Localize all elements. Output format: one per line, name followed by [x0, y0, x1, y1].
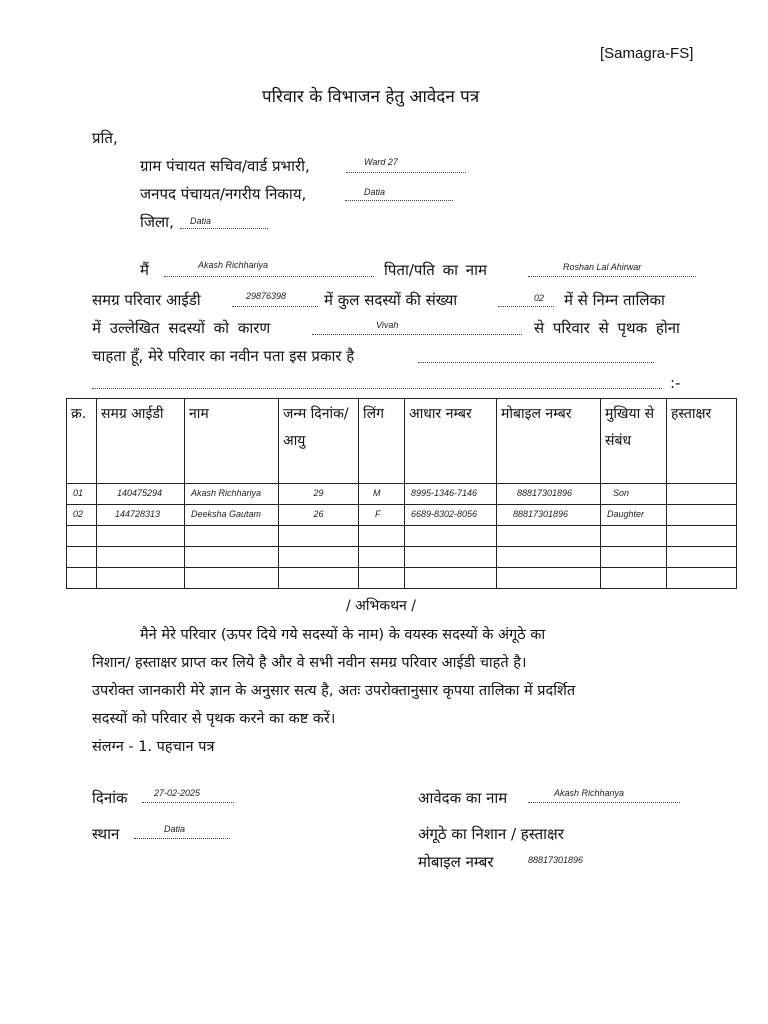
- declaration-heading: / अभिकथन /: [346, 598, 416, 614]
- cell-gender: F: [359, 505, 405, 526]
- cell-empty: [67, 526, 97, 547]
- reason-label: में उल्लेखित सदस्यों को कारण: [92, 319, 271, 337]
- members-blank: [498, 306, 554, 307]
- cell-empty: [67, 568, 97, 589]
- header-name: नाम: [185, 399, 279, 484]
- district-label: जिला,: [140, 213, 174, 231]
- cell-samagra-id: 140475294: [97, 484, 185, 505]
- cell-signature: [667, 484, 737, 505]
- district-value: Datia: [190, 216, 212, 226]
- reason-value: Vivah: [376, 320, 399, 330]
- father-value: Roshan Lal Ahirwar: [563, 262, 642, 272]
- declaration-line4: सदस्यों को परिवार से पृथक करने का कष्ट करें।: [92, 711, 336, 727]
- cell-sno: 02: [67, 505, 97, 526]
- new-address-blank1: [418, 362, 654, 363]
- cell-empty: [359, 568, 405, 589]
- declaration-line3: उपरोक्त जानकारी मेरे ज्ञान के अनुसार सत्य है, अतः उपरोक्तानुसार कृपया तालिका में प्रदर्शित: [92, 683, 576, 699]
- cell-empty: [497, 547, 601, 568]
- cell-empty: [97, 568, 185, 589]
- prati-label: प्रति,: [92, 129, 118, 147]
- cell-empty: [185, 526, 279, 547]
- cell-empty: [405, 547, 497, 568]
- table-header-row: [67, 399, 737, 484]
- applicant-name-label: आवेदक का नाम: [418, 789, 508, 807]
- janpad-value: Datia: [364, 187, 386, 197]
- cell-gender: M: [359, 484, 405, 505]
- table-row: [67, 568, 737, 589]
- colon-dash: :-: [670, 374, 681, 392]
- cell-empty: [359, 547, 405, 568]
- header-relation: मुखिया से संबंध: [601, 399, 667, 484]
- cell-empty: [97, 547, 185, 568]
- ward-blank: [346, 172, 466, 173]
- cell-empty: [497, 526, 601, 547]
- place-label: स्थान: [92, 825, 120, 843]
- place-value: Datia: [164, 824, 186, 834]
- cell-empty: [667, 568, 737, 589]
- signature-label: अंगूठे का निशान / हस्ताक्षर: [418, 825, 564, 843]
- samagra-blank: [232, 306, 318, 307]
- line3-end: से परिवार से पृथक होना: [534, 319, 680, 337]
- cell-aadhaar: 8995-1346-7146: [405, 484, 497, 505]
- header-signature: हस्ताक्षर: [667, 399, 737, 484]
- samagra-label: समग्र परिवार आईडी: [92, 291, 201, 309]
- cell-age: 26: [279, 505, 359, 526]
- declaration-line2: निशान/ हस्ताक्षर प्राप्त कर लिये है और वे सभी नवीन समग्र परिवार आईडी चाहते है।: [92, 655, 527, 671]
- cell-relation: Daughter: [601, 505, 667, 526]
- cell-name: Deeksha Gautam: [185, 505, 279, 526]
- applicant-name-value: Akash Richhariya: [554, 788, 625, 798]
- header-gender: लिंग: [359, 399, 405, 484]
- mobile-value: 88817301896: [528, 855, 584, 865]
- table-row: [67, 484, 737, 505]
- cell-empty: [185, 568, 279, 589]
- cell-empty: [279, 526, 359, 547]
- cell-empty: [67, 547, 97, 568]
- cell-empty: [601, 526, 667, 547]
- members-label: में कुल सदस्यों की संख्या: [324, 291, 458, 309]
- table-row: [67, 505, 737, 526]
- members-value: 02: [534, 293, 545, 303]
- main-word: मैं: [140, 261, 149, 279]
- applicant-value: Akash Richhariya: [198, 260, 269, 270]
- cell-mobile: 88817301896: [497, 484, 601, 505]
- cell-empty: [185, 547, 279, 568]
- cell-aadhaar: 6689-8302-8056: [405, 505, 497, 526]
- attachment-note: संलग्न - 1. पहचान पत्र: [92, 739, 215, 755]
- line2-end: में से निम्न तालिका: [564, 291, 665, 309]
- cell-empty: [359, 526, 405, 547]
- cell-empty: [405, 568, 497, 589]
- cell-sno: 01: [67, 484, 97, 505]
- cell-samagra-id: 144728313: [97, 505, 185, 526]
- form-title: परिवार के विभाजन हेतु आवेदन पत्र: [262, 87, 480, 107]
- district-blank: [180, 228, 268, 229]
- new-address-blank2: [92, 388, 662, 389]
- cell-relation: Son: [601, 484, 667, 505]
- header-mobile: मोबाइल नम्बर: [497, 399, 601, 484]
- cell-empty: [601, 547, 667, 568]
- father-label: पिता/पति का नाम: [384, 261, 487, 279]
- father-blank: [528, 276, 696, 277]
- form-code: [Samagra-FS]: [600, 45, 694, 62]
- ward-value: Ward 27: [364, 157, 398, 167]
- date-label: दिनांक: [92, 789, 128, 807]
- cell-mobile: 88817301896: [497, 505, 601, 526]
- cell-empty: [601, 568, 667, 589]
- date-value: 27-02-2025: [154, 788, 201, 798]
- members-table: [66, 398, 737, 589]
- cell-empty: [97, 526, 185, 547]
- cell-name: Akash Richhariya: [185, 484, 279, 505]
- place-blank: [134, 838, 230, 839]
- applicant-name-blank: [528, 802, 680, 803]
- table-row: [67, 547, 737, 568]
- cell-age: 29: [279, 484, 359, 505]
- cell-empty: [667, 526, 737, 547]
- cell-empty: [279, 547, 359, 568]
- new-address-label: चाहता हूँ, मेरे परिवार का नवीन पता इस प्रकार है: [92, 347, 355, 365]
- cell-empty: [497, 568, 601, 589]
- date-blank: [142, 802, 234, 803]
- declaration-line1: मैने मेरे परिवार (ऊपर दिये गये सदस्यों के नाम) के वयस्क सदस्यों के अंगूठे का: [140, 627, 546, 643]
- cell-empty: [279, 568, 359, 589]
- samagra-value: 29876398: [246, 291, 287, 301]
- ward-label: ग्राम पंचायत सचिव/वार्ड प्रभारी,: [140, 157, 310, 175]
- cell-empty: [405, 526, 497, 547]
- cell-empty: [667, 547, 737, 568]
- reason-blank: [312, 334, 522, 335]
- janpad-label: जनपद पंचायत/नगरीय निकाय,: [140, 185, 307, 203]
- header-aadhaar: आधार नम्बर: [405, 399, 497, 484]
- table-row: [67, 526, 737, 547]
- janpad-blank: [345, 200, 453, 201]
- applicant-blank: [164, 276, 374, 277]
- header-dob-age: जन्म दिनांक/ आयु: [279, 399, 359, 484]
- header-samagra-id: समग्र आईडी: [97, 399, 185, 484]
- mobile-label: मोबाइल नम्बर: [418, 853, 494, 871]
- header-sno: क्र.: [67, 399, 97, 484]
- cell-signature: [667, 505, 737, 526]
